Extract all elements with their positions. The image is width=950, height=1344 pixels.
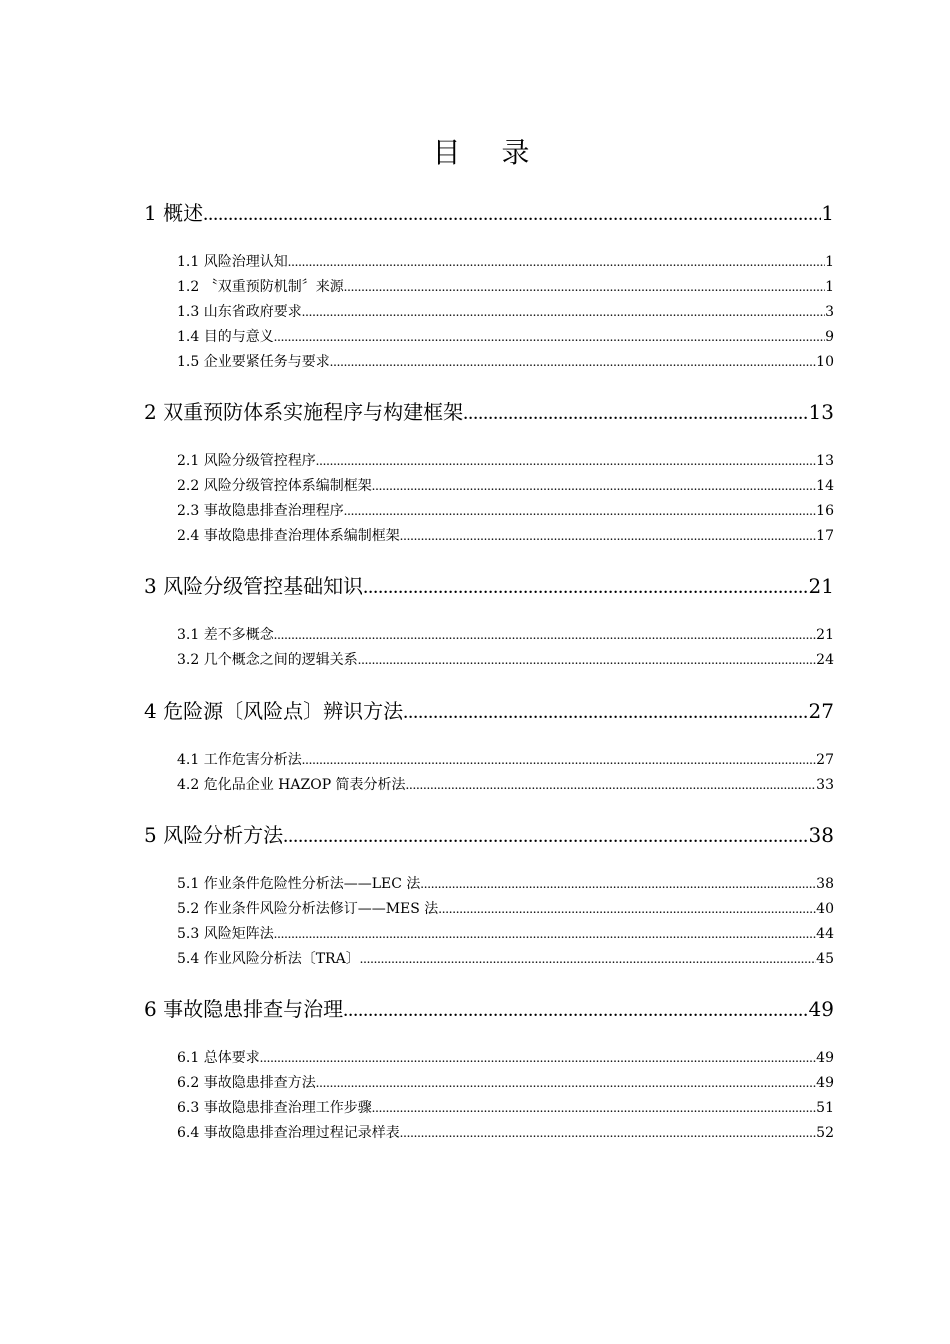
dot-leader — [203, 201, 821, 227]
dot-leader — [274, 329, 825, 347]
toc-entry[interactable] — [177, 353, 834, 372]
dot-leader — [330, 354, 816, 372]
toc-chapter[interactable] — [144, 822, 834, 849]
dot-leader — [406, 777, 817, 795]
toc-entry[interactable] — [177, 1099, 834, 1118]
toc-entry-page-number: 13 — [816, 453, 834, 469]
toc-entry[interactable] — [177, 278, 834, 297]
toc-entry-label: 4.2 危化品企业 HAZOP 简表分析法 — [177, 776, 406, 793]
dot-leader — [344, 279, 825, 297]
toc-entry-label: 3.1 差不多概念 — [177, 627, 274, 643]
toc-entry-page-number: 3 — [825, 303, 834, 320]
toc-entry-page-number: 17 — [816, 527, 834, 544]
toc-chapter-label: 3 风险分级管控基础知识 — [144, 574, 364, 598]
toc-entry-page-number: 38 — [816, 876, 834, 892]
toc-entry[interactable] — [177, 1074, 834, 1093]
toc-entry-label: 1.2 〝双重预防机制〞来源 — [177, 278, 344, 295]
toc-entry[interactable] — [177, 776, 834, 795]
dot-leader — [316, 1075, 816, 1093]
toc-entry-label: 2.1 风险分级管控程序 — [177, 453, 316, 469]
toc-entry-page-number: 52 — [816, 1124, 834, 1141]
dot-leader — [420, 876, 816, 894]
dot-leader — [463, 400, 808, 426]
toc-entry-label: 6.2 事故隐患排查方法 — [177, 1074, 316, 1091]
toc-entry-page-number: 24 — [816, 651, 834, 668]
toc-chapter-page-number: 27 — [808, 699, 834, 723]
toc-entry[interactable] — [177, 328, 834, 347]
toc-entry-page-number: 51 — [816, 1099, 834, 1116]
toc-entry-page-number: 21 — [816, 627, 834, 643]
toc-entry-page-number: 27 — [816, 752, 834, 768]
toc-entry-page-number: 14 — [816, 477, 834, 494]
toc-entry-page-number: 49 — [816, 1074, 834, 1091]
dot-leader — [400, 1125, 816, 1143]
toc-entry-page-number: 33 — [816, 776, 834, 793]
toc-chapter[interactable] — [144, 399, 834, 426]
dot-leader — [372, 1100, 816, 1118]
dot-leader — [283, 823, 808, 849]
toc-entry-label: 5.3 风险矩阵法 — [177, 925, 274, 942]
toc-entry-label: 3.2 几个概念之间的逻辑关系 — [177, 651, 358, 668]
toc-entry[interactable] — [177, 253, 834, 272]
dot-leader — [316, 453, 816, 471]
toc-entry-label: 4.1 工作危害分析法 — [177, 752, 302, 768]
toc-entry-page-number: 1 — [825, 278, 834, 295]
dot-leader — [274, 627, 816, 645]
dot-leader — [344, 503, 816, 521]
dot-leader — [372, 478, 816, 496]
toc-chapter-label: 4 危险源〔风险点〕辨识方法 — [144, 699, 404, 723]
toc-chapter-label: 5 风险分析方法 — [144, 823, 284, 847]
dot-leader — [363, 574, 808, 600]
toc-chapter-page-number: 21 — [808, 574, 834, 598]
toc-chapter-label: 6 事故隐患排查与治理 — [144, 997, 344, 1021]
toc-chapter-page-number: 49 — [808, 997, 834, 1021]
dot-leader — [260, 1050, 816, 1068]
dot-leader — [358, 652, 816, 670]
toc-entry-label: 1.5 企业要紧任务与要求 — [177, 353, 330, 370]
toc-entry[interactable] — [177, 502, 834, 521]
toc-entry[interactable] — [177, 527, 834, 546]
toc-entry-label: 5.2 作业条件风险分析法修订——MES 法 — [177, 900, 439, 917]
toc-entry-label: 1.1 风险治理认知 — [177, 254, 288, 270]
toc-entry-page-number: 40 — [816, 900, 834, 917]
toc-entry-page-number: 45 — [816, 950, 834, 967]
toc-entry-label: 6.1 总体要求 — [177, 1050, 260, 1066]
dot-leader — [302, 752, 816, 770]
toc-title: 目 录 — [432, 136, 546, 169]
toc-chapter[interactable] — [144, 200, 834, 227]
toc-entry[interactable] — [177, 875, 834, 894]
toc-entry[interactable] — [177, 950, 834, 969]
toc-entry[interactable] — [177, 1049, 834, 1068]
toc-entry[interactable] — [177, 651, 834, 670]
toc-entry-page-number: 16 — [816, 502, 834, 519]
toc-chapter-label: 1 概述 — [144, 201, 204, 225]
toc-entry-label: 2.3 事故隐患排查治理程序 — [177, 502, 344, 519]
toc-entry[interactable] — [177, 626, 834, 645]
toc-entry-label: 1.3 山东省政府要求 — [177, 303, 302, 320]
dot-leader — [400, 528, 816, 546]
toc-entry-page-number: 1 — [825, 254, 834, 270]
toc-entry-page-number: 10 — [816, 353, 834, 370]
toc-entry[interactable] — [177, 1124, 834, 1143]
toc-entry-label: 6.3 事故隐患排查治理工作步骤 — [177, 1099, 372, 1116]
toc-entry[interactable] — [177, 900, 834, 919]
dot-leader — [343, 997, 808, 1023]
toc-chapter[interactable] — [144, 698, 834, 725]
toc-chapter[interactable] — [144, 996, 834, 1023]
toc-entry-page-number: 9 — [825, 328, 834, 345]
toc-entry[interactable] — [177, 477, 834, 496]
toc-entry-page-number: 44 — [816, 925, 834, 942]
toc-chapter-page-number: 1 — [821, 201, 834, 225]
toc-entry-label: 2.4 事故隐患排查治理体系编制框架 — [177, 527, 400, 544]
toc-chapter[interactable] — [144, 573, 834, 600]
dot-leader — [274, 926, 816, 944]
toc-entry[interactable] — [177, 925, 834, 944]
dot-leader — [360, 951, 816, 969]
toc-chapter-page-number: 13 — [808, 400, 834, 424]
toc-entry-label: 2.2 风险分级管控体系编制框架 — [177, 477, 372, 494]
toc-chapter-label: 2 双重预防体系实施程序与构建框架 — [144, 400, 464, 424]
toc-entry[interactable] — [177, 751, 834, 770]
toc-entry-label: 1.4 目的与意义 — [177, 328, 274, 345]
toc-entry[interactable] — [177, 452, 834, 471]
toc-entry-page-number: 49 — [816, 1050, 834, 1066]
dot-leader — [302, 304, 825, 322]
dot-leader — [438, 901, 816, 919]
toc-chapter-page-number: 38 — [808, 823, 834, 847]
toc-entry[interactable] — [177, 303, 834, 322]
dot-leader — [288, 254, 825, 272]
toc-entry-label: 5.1 作业条件危险性分析法——LEC 法 — [177, 876, 421, 892]
toc-entry-label: 5.4 作业风险分析法〔TRA〕 — [177, 950, 360, 967]
dot-leader — [403, 699, 808, 725]
toc-entry-label: 6.4 事故隐患排查治理过程记录样表 — [177, 1124, 400, 1141]
